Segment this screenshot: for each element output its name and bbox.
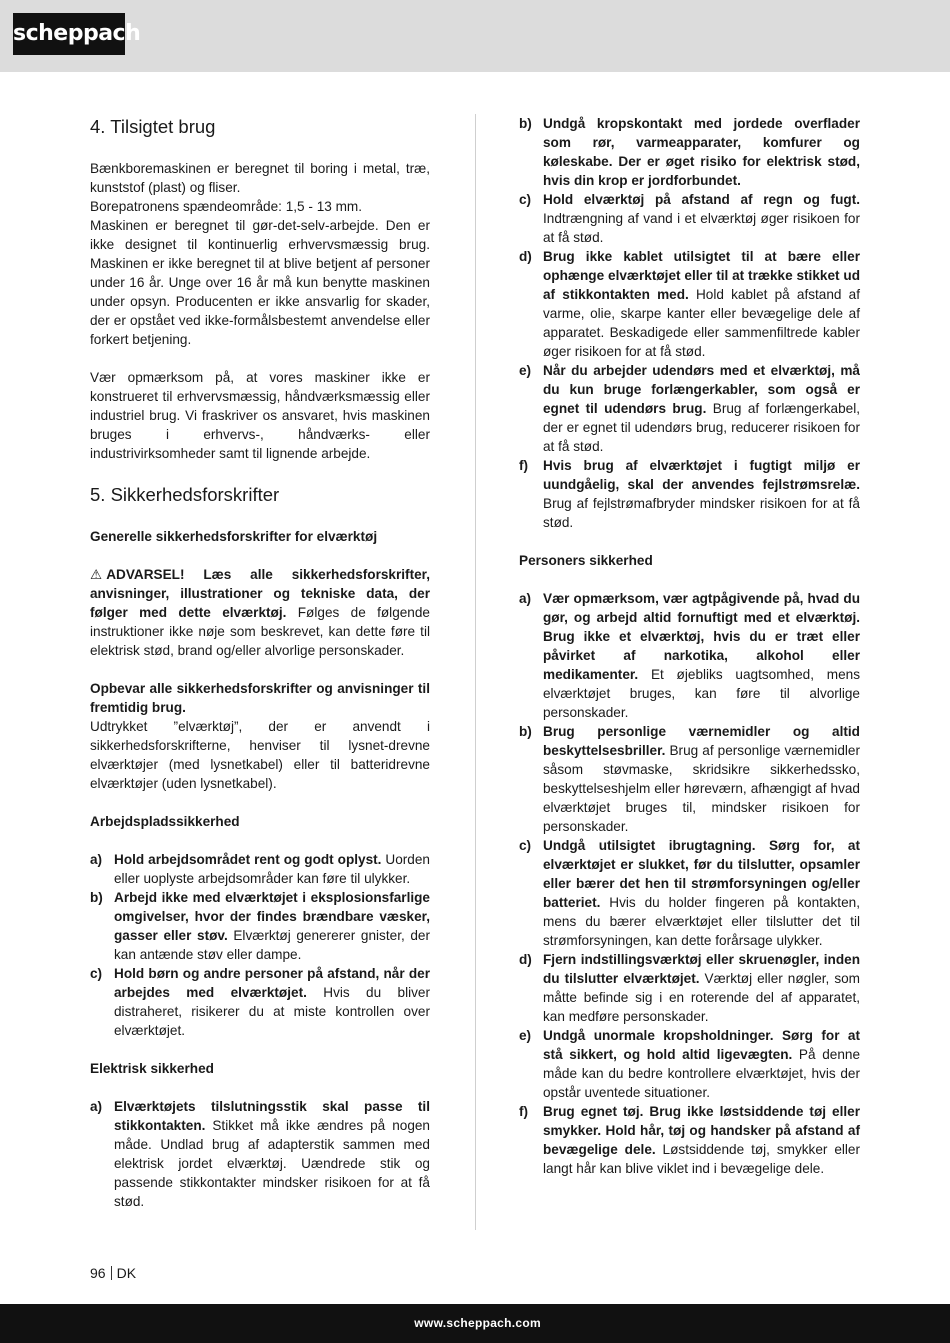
section-4-title: 4. Tilsigtet brug — [90, 116, 216, 137]
list-item: c) Undgå utilsigtet ibrugtagning. Sørg for, at elværktøjet er slukket, før du tilslutter, opsamler eller bærer det hen til strømforsyningen og/eller batteriet. Hvis du holder fingeren på kontakten, mens du bærer elværktøjet eller tilslutter det til strømforsyningen, kan dette forårsage ulykker. — [519, 838, 860, 948]
header-bar — [0, 0, 950, 72]
column-divider — [475, 114, 476, 1230]
general-safety-heading: Generelle sikkerhedsforskrifter for elværktøj — [90, 529, 378, 544]
left-column — [90, 114, 430, 1230]
workplace-safety-heading: Arbejdspladssikkerhed — [90, 814, 240, 829]
s4-paragraph-2: Borepatronens spændeområde: 1,5 - 13 mm. — [90, 199, 363, 214]
list-item: a) Hold arbejdsområdet rent og godt oplyst. Uorden eller uoplyste arbejdsområder kan føre til ulykker. — [90, 852, 430, 886]
workplace-safety-list — [90, 850, 430, 1040]
list-item: b) Arbejd ikke med elværktøjet i eksplosionsfarlige omgivelser, hvor der findes brændbare væsker, gasser eller støv. Elværktøj genererer gnister, der kan antænde støv eller dampe. — [90, 890, 431, 962]
list-item: f) Brug egnet tøj. Brug ikke løstsiddende tøj eller smykker. Hold hår, tøj og handsker på afstand af bevægelige dele. Løstsiddende tøj, smykker eller langt hår kan blive viklet ind i bevægelige dele. — [519, 1104, 861, 1176]
website-link[interactable]: www.scheppach.com — [414, 1316, 541, 1330]
list-item: e) Undgå unormale kropsholdninger. Sørg for at stå sikkert, og hold altid ligevægten. På denne måde kan du bedre kontrollere elværktøjet, hvis der opstår uventede situationer. — [519, 1028, 861, 1100]
right-column — [519, 114, 860, 1197]
s4-paragraph-3: Maskinen er beregnet til gør-det-selv-arbejde. Den er ikke designet til kontinuerlig erhvervsmæssig brug. Maskinen er ikke beregnet til at blive betjent af personer under 16 år. Unge over 16 år må kun benytte maskinen under opsyn. Producenten er ikke ansvarlig for skader, der er opstået ved ikke-formålsbestemt anvendelse eller forkert betjening. — [90, 218, 430, 347]
electrical-safety-list — [90, 1097, 430, 1211]
s4-paragraph-4: Vær opmærksom på, at vores maskiner ikke er konstrueret til erhvervsmæssig, håndværksmæssig eller industriel brug. Vi fraskriver os ansvaret, hvis maskinen bruges i erhvervs-, håndværks- eller industrivirksomheder samt til lignende arbejde. — [90, 370, 430, 461]
list-item: e) Når du arbejder udendørs med et elværktøj, må du kun bruge forlængerkabler, som også er egnet til udendørs brug. Brug af forlængerkabel, der er egnet til udendørs brug, reducerer risikoen for at få stød. — [519, 363, 860, 454]
list-item: f) Hvis brug af elværktøjet i fugtigt miljø er uundgåelig, skal der anvendes fejlstrømsrelæ. Brug af fejlstrømafbryder mindsker risikoen for at få stød. — [519, 458, 860, 530]
list-item: c) Hold børn og andre personer på afstand, når der arbejdes med elværktøjet. Hvis du bliver distraheret, risikerer du at miste kontrollen over elværktøjet. — [90, 966, 430, 1038]
list-item: b) Undgå kropskontakt med jordede overflader som rør, varmeapparater, komfurer og køleskabe. Der er øget risiko for elektrisk stød, hvis din krop er jordforbundet. — [519, 116, 860, 188]
list-item: a) Elværktøjets tilslutningsstik skal passe til stikkontakten. Stikket må ikke ændres på nogen måde. Undlad brug af adapterstik sammen med elektrisk jordet elværktøj. Uændrede stik og passende stikkontakter mindsker risikoen for at få stød. — [90, 1099, 430, 1209]
electrical-safety-heading: Elektrisk sikkerhed — [90, 1061, 214, 1076]
list-item: a) Vær opmærksom, vær agtpågivende på, hvad du gør, og arbejd altid fornuftigt med et elværktøj. Brug ikke et elværktøj, hvis du er træt eller påvirket af narkotika, alkohol eller medikamenter. Et øjebliks uagtsomhed, mens elværktøjet bruges, kan føre til alvorlige personskader. — [519, 591, 860, 720]
warning-paragraph: ⚠ ADVARSEL! Læs alle sikkerhedsforskrifter, anvisninger, illustrationer og tekniske data, der følger med dette elværktøj. Følges de følgende instruktioner ikke nøje som beskrevet, kan dette føre til elektrisk stød, brand og/eller alvorlige personskader. — [90, 567, 430, 658]
list-item: b) Brug personlige værnemidler og altid beskyttelsesbriller. Brug af personlige værnemidler såsom støvmaske, skridsikre sikkerhedssko, beskyttelseshjelm eller høreværn, afhængigt af hvad elværktøjet bruges til, mindsker risikoen for personskader. — [519, 724, 860, 834]
s4-paragraph-1: Bænkboremaskinen er beregnet til boring i metal, træ, kunststof (plast) og fliser. — [90, 161, 430, 195]
list-item: d) Fjern indstillingsværktøj eller skruenøgler, inden du tilslutter elværktøjet. Værktøj eller nøgler, som måtte befinde sig i en roterende del af apparatet, kan medføre personskader. — [519, 952, 860, 1024]
footer-bar — [0, 1304, 950, 1343]
page-number: 96 DK — [90, 1265, 137, 1281]
scheppach-logo: scheppach — [13, 13, 125, 55]
personal-safety-heading: Personers sikkerhed — [519, 553, 653, 568]
section-5-title: 5. Sikkerhedsforskrifter — [90, 484, 280, 505]
electrical-safety-list-cont — [519, 114, 860, 532]
keep-instructions-paragraph: Opbevar alle sikkerhedsforskrifter og anvisninger til fremtidig brug. Udtrykket ”elværktøj”, der er anvendt i sikkerhedsforskrifterne, henviser til lysnet-drevne elværktøjer (med lysnetkabel) eller til batteridrevne elværktøjer (uden lysnetkabel). — [90, 681, 430, 791]
warning-triangle-icon: ⚠ — [90, 567, 103, 582]
page-separator — [111, 1266, 112, 1280]
personal-safety-list — [519, 589, 860, 1178]
list-item: d) Brug ikke kablet utilsigtet til at bære eller ophænge elværktøjet eller til at trække stikket ud af stikkontakten med. Hold kablet på afstand af varme, olie, skarpe kanter eller bevægelige dele af apparatet. Beskadigede eller sammenfiltrede kabler øger risikoen for at få stød. — [519, 249, 860, 359]
list-item: c) Hold elværktøj på afstand af regn og fugt. Indtrængning af vand i et elværktøj øger risikoen for at få stød. — [519, 192, 860, 245]
